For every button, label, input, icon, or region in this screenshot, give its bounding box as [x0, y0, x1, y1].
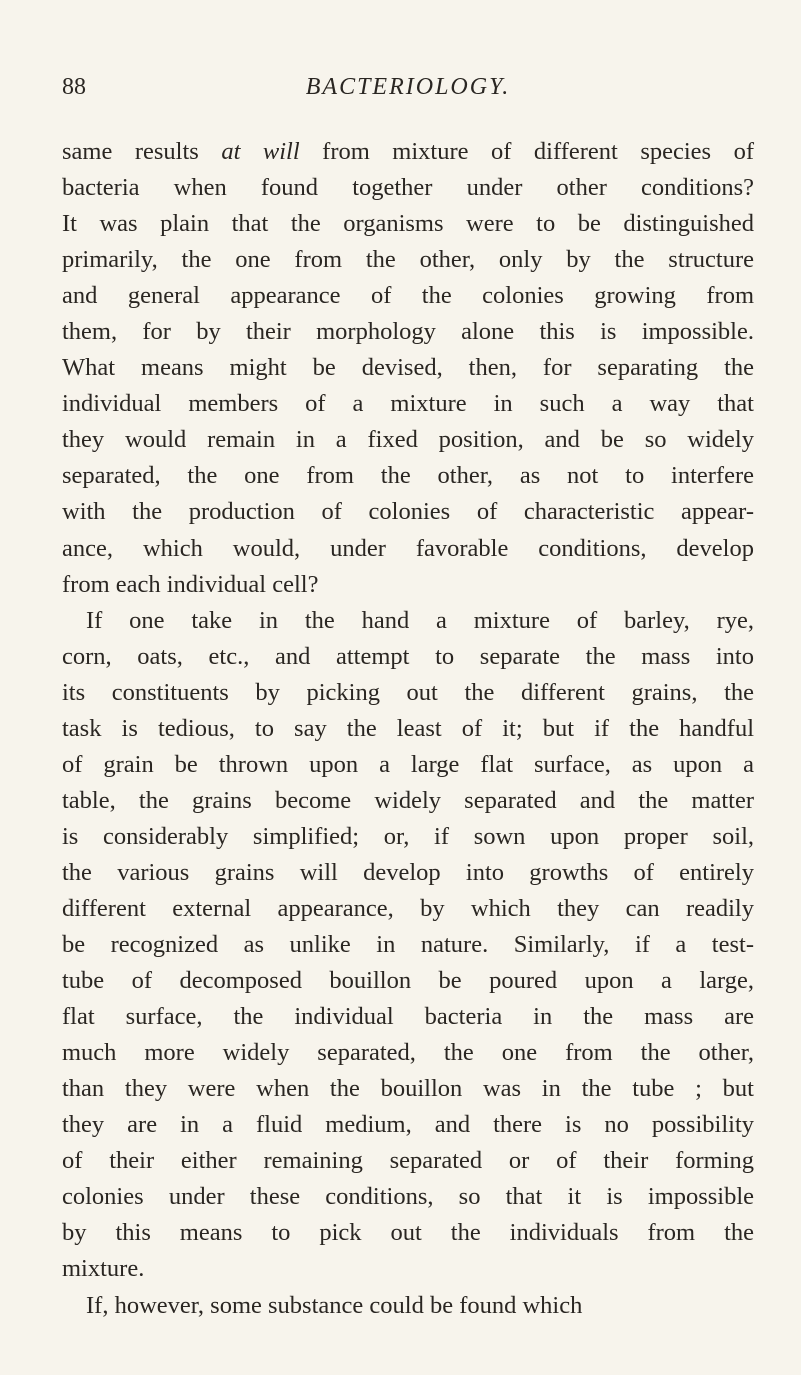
- text-line: from each individual cell?: [62, 570, 319, 598]
- text-line: with the production of colonies of characteristic appear-: [62, 498, 754, 526]
- running-head: BACTERIOLOGY.: [305, 74, 511, 100]
- text-line: mixture.: [62, 1255, 145, 1283]
- text-line: If one take in the hand a mixture of barley, rye,: [86, 606, 754, 634]
- text-line: than they were when the bouillon was in the tube ; but: [62, 1075, 754, 1103]
- text-line: by this means to pick out the individuals from the: [62, 1219, 754, 1247]
- text-line: is considerably simplified; or, if sown upon proper soil,: [62, 822, 754, 850]
- text-line: corn, oats, etc., and attempt to separate the mass into: [62, 642, 754, 670]
- text-line: of their either remaining separated or of their forming: [62, 1147, 754, 1175]
- text-line: task is tedious, to say the least of it; but if the handful: [62, 714, 754, 742]
- text-line: of grain be thrown upon a large flat surface, as upon a: [62, 750, 754, 778]
- text-line: If, however, some substance could be found which: [86, 1291, 583, 1319]
- text-line: flat surface, the individual bacteria in the mass are: [62, 1003, 754, 1031]
- text-line: It was plain that the organisms were to be distinguished: [62, 210, 754, 238]
- page-number: 88: [62, 74, 86, 100]
- text-line: What means might be devised, then, for separating the: [62, 354, 754, 382]
- text-line: separated, the one from the other, as not to interfere: [62, 462, 754, 490]
- text-line: much more widely separated, the one from the other,: [62, 1039, 754, 1067]
- text-line: its constituents by picking out the different grains, the: [62, 678, 754, 706]
- page-header: [62, 74, 754, 114]
- text-line: ance, which would, under favorable conditions, develop: [62, 534, 754, 562]
- text-line: bacteria when found together under other conditions?: [62, 174, 754, 202]
- text-line: they would remain in a fixed position, and be so widely: [62, 426, 754, 454]
- text-line: be recognized as unlike in nature. Similarly, if a test-: [62, 931, 754, 959]
- text-line: them, for by their morphology alone this is impossible.: [62, 318, 754, 346]
- text-line: the various grains will develop into growths of entirely: [62, 858, 754, 886]
- text-line: colonies under these conditions, so that it is impossible: [62, 1183, 754, 1211]
- text-line: different external appearance, by which they can readily: [62, 894, 754, 922]
- text-line: same results at will from mixture of different species of: [62, 138, 755, 165]
- text-line: primarily, the one from the other, only by the structure: [62, 246, 754, 274]
- text-line: tube of decomposed bouillon be poured upon a large,: [62, 967, 754, 995]
- text-line: they are in a fluid medium, and there is no possibility: [62, 1111, 754, 1139]
- text-line: table, the grains become widely separated and the matter: [62, 786, 754, 814]
- body-text: [62, 134, 754, 1324]
- text-line: and general appearance of the colonies growing from: [62, 282, 754, 310]
- text-line: individual members of a mixture in such a way that: [62, 390, 754, 418]
